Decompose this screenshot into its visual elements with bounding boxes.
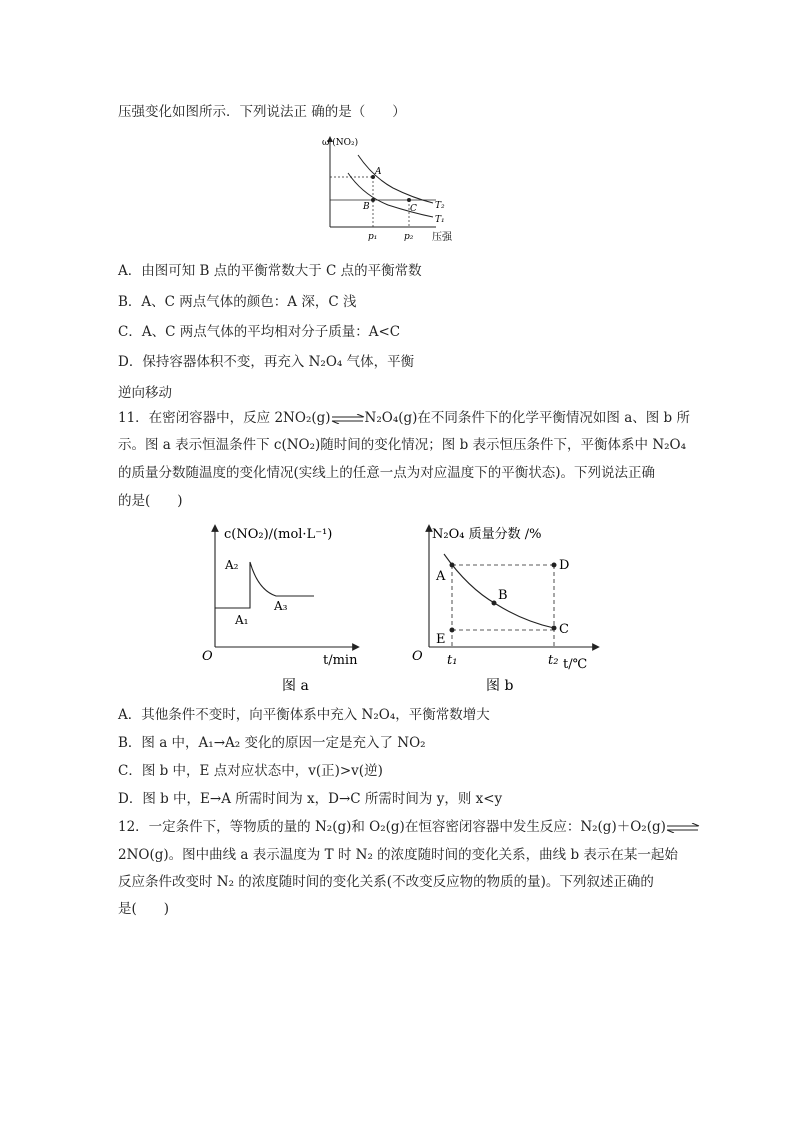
figb-label-D: D <box>559 558 570 573</box>
figa-label-A3: A₃ <box>274 599 288 613</box>
figb-label-t2: t₂ <box>548 653 559 668</box>
q10-option-d: D．保持容器体积不变，再充入 N₂O₄ 气体，平衡 <box>118 354 415 370</box>
figb-xlabel: t/℃ <box>563 657 588 672</box>
figb-point-B <box>492 601 497 606</box>
figa-label-A2: A₂ <box>225 558 239 572</box>
q11-option-c: C．图 b 中，E 点对应状态中，v(正)>v(逆) <box>118 763 383 779</box>
q12-line1: 12．一定条件下，等物质的量的 N₂(g)和 O₂(g)在恒容密闭容器中发生反应：N₂(g)＋O₂(g) <box>118 818 700 836</box>
q12-line2: 2NO(g)。图中曲线 a 表示温度为 T 时 N₂ 的浓度随时间的变化关系，曲线 b 表示在某一起始 <box>118 847 678 863</box>
q10-option-a: A．由图可知 B 点的平衡常数大于 C 点的平衡常数 <box>118 263 422 279</box>
figb-point-E <box>450 628 455 633</box>
q10-ylabel: ω (NO₂) <box>322 138 359 148</box>
q11-figure-a <box>196 518 376 700</box>
q10-curve-T2 <box>358 155 433 203</box>
figb-origin: O <box>412 649 423 664</box>
q10-figure <box>318 133 468 245</box>
q10-label-A: A <box>375 167 382 177</box>
q11-line2: 示。图 a 表示恒温条件下 c(NO₂)随时间的变化情况；图 b 表示恒压条件下，平衡体系中 N₂O₄ <box>118 437 687 453</box>
q11-figure-b <box>408 518 608 700</box>
figa-xlabel: t/min <box>323 653 358 668</box>
q11-line1: 11．在密闭容器中，反应 2NO₂(g) N₂O₄(g)在不同条件下的化学平衡情况如图 a、图 b 所 <box>118 410 690 426</box>
q11-option-a: A．其他条件不变时，向平衡体系中充入 N₂O₄，平衡常数增大 <box>118 707 490 723</box>
figb-label-t1: t₁ <box>447 653 458 668</box>
q10-option-b: B．A、C 两点气体的颜色：A 深，C 浅 <box>118 294 357 310</box>
figa-label-A1: A₁ <box>235 613 249 627</box>
figb-label-A: A <box>436 569 446 584</box>
q11-option-d: D．图 b 中，E→A 所需时间为 x，D→C 所需时间为 y，则 x<y <box>118 791 503 807</box>
q10-stem: 压强变化如图所示．下列说法正 确的是（ ） <box>118 104 406 120</box>
q10-curve-T1 <box>348 173 433 217</box>
q10-point-B <box>371 198 375 202</box>
figb-caption: 图 b <box>486 678 514 694</box>
figa-caption: 图 a <box>282 678 309 694</box>
q10-option-c: C．A、C 两点气体的平均相对分子质量：A<C <box>118 324 401 340</box>
equilibrium-arrow-icon <box>331 414 365 424</box>
q10-label-p1: p₁ <box>368 232 378 242</box>
q11-option-b: B．图 a 中，A₁→A₂ 变化的原因一定是充入了 NO₂ <box>118 735 426 751</box>
figb-point-D <box>552 563 557 568</box>
figb-label-C: C <box>559 622 569 637</box>
q10-xlabel: 压强 <box>432 232 452 243</box>
q10-label-T1: T₁ <box>435 215 445 225</box>
q10-label-C: C <box>410 204 417 214</box>
q12-line3: 反应条件改变时 N₂ 的浓度随时间的变化关系(不改变反应物的物质的量)。下列叙述正确的 <box>118 874 654 890</box>
q10-label-B: B <box>363 202 370 212</box>
q10-option-d-cont: 逆向移动 <box>118 385 172 401</box>
q10-label-p2: p₂ <box>404 232 414 242</box>
q10-label-T2: T₂ <box>435 201 445 211</box>
figa-origin: O <box>202 649 213 664</box>
figa-ylabel: c(NO₂)/(mol·L⁻¹) <box>224 527 333 542</box>
figb-label-E: E <box>436 632 446 647</box>
q12-line4: 是( ) <box>118 901 170 917</box>
figb-point-C <box>552 626 557 631</box>
figb-point-A <box>450 563 455 568</box>
equilibrium-arrow-icon <box>666 823 700 833</box>
figb-label-B: B <box>498 588 508 603</box>
q10-point-C <box>407 198 411 202</box>
q11-line3: 的质量分数随温度的变化情况(实线上的任意一点为对应温度下的平衡状态)。下列说法正确 <box>118 465 656 481</box>
figb-ylabel: N₂O₄ 质量分数 /% <box>432 527 542 542</box>
q11-line4: 的是( ) <box>118 493 183 509</box>
